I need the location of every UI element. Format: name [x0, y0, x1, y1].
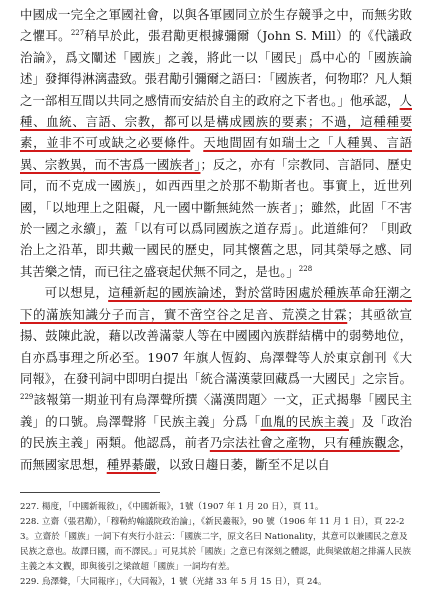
footnote-divider: [20, 492, 160, 493]
text-run: 。: [190, 135, 204, 151]
footnote-227: 227. 楊度，「中國新報敘」，《中國新報》，1號（1907 年 1 月 20 日），頁 11。: [20, 502, 324, 512]
text-run: ；其亟欲宣揚、鼓陳此說，藉以改善滿蒙人等在中國國內族群結構中的弱勢地位，自亦爲事理之所必至。1907 年旗人恆鈞、烏澤聲等人於東京創刊《大同報》，在發刊詞中即明白提出「統合滿漢蒙回藏爲一大國民」之宗旨。: [20, 306, 413, 386]
highlight-underline: 乃宗法社會之產物，只有種族觀念: [209, 435, 400, 451]
highlight-underline: 人種、血統、言語、宗教，都可以是構成國族的要素；不過，這種種要素，並非不可或缺之必要條件: [20, 92, 412, 151]
highlight-underline: 血胤的民族主義: [260, 413, 349, 429]
footnote-ref-229[interactable]: 229: [20, 393, 34, 402]
text-run: ；反之，亦有「宗教同、言語同、歷史同，而不克成一國族」，如西西里之於那不勒斯者也。事實上，近世列國，「以地理上之阻礙，凡一國中斷無純然一族者」；雖然，此固「不害於一國之永續」，蓋「以有可以爲同國族之道存焉」。此道維何？「則政治上之沿革，即共戴一國民的歷史，同其懷舊之思，同其榮辱之感、同其苦樂之情，而已往之盛衰起伏無不同之，是也。」: [20, 156, 412, 279]
text-run: 該報第一期並刊有烏澤聲所撰〈滿漢問題〉一文，正式揭舉「國民主義」的口號。烏澤聲將「民族主義」分爲「: [20, 392, 412, 429]
footnote-228: 228. 立齋（張君勱），「穆勒約翰議院政治論」，《新民叢報》，90 號（1906 年 11 月 1 日），頁 22-23。立齋於「國族」一詞下有夾行小註云：「國族二字，原文名曰 Nationality，其意可以兼國民之意及民族之意也。故譯曰國，而不譯民。」可見其於「國族」之意已有深刻之體認，此與梁啟超之排滿人民族主義之本文觀，即與後引之梁啟超「國族」一詞均有差。: [20, 517, 412, 572]
footnotes: [20, 500, 412, 590]
highlight-underline: 這種新起的國族論述，對於當時困處於種族革命狂潮之下的滿族知識分子而言，實不啻空谷之足音、荒漠之甘霖: [20, 285, 412, 322]
text-run: 」及「政治的民族主義」兩類。他認爲，前者: [20, 413, 413, 451]
highlight-underline: 種界綦嚴: [106, 456, 157, 472]
text-run: ，以致日趨日萎，斷至不足以自: [156, 456, 330, 472]
text-run: ，而無國家思想，: [20, 435, 413, 472]
footnote-ref-228[interactable]: 228: [298, 264, 313, 273]
main-text: [20, 4, 412, 475]
text-run: 中國成一完全之軍國社會，以與各軍國同立於生存競爭之中，而無劣敗之懼耳。: [20, 7, 412, 44]
footnote-229: 229. 烏澤聲，「大同報序」，《大同報》，1 號（光緒 33 年 5 月 15 日），頁 24。: [20, 577, 327, 587]
highlight-underline: 天地間固有如瑞士之「人種異、言語異、宗教異，而不害爲一國族者」: [20, 135, 413, 172]
text-run: 可以想見，: [44, 285, 109, 301]
text-run: 稍早於此，張君勱更根據彌爾（John S. Mill）的《代議政治論》，爲文闡述「國族」之義，將此一以「國民」爲中心的「國族論述」發揮得淋漓盡致。張君勱引彌爾之語曰：「國族者，何物耶？凡人類之一部相互間以共同之感情而安結於自主的政府之下者也。」他承認，: [20, 28, 412, 108]
paragraph-1: [20, 4, 412, 282]
footnote-ref-227[interactable]: 227: [70, 29, 85, 38]
paragraph-2: [20, 282, 412, 475]
